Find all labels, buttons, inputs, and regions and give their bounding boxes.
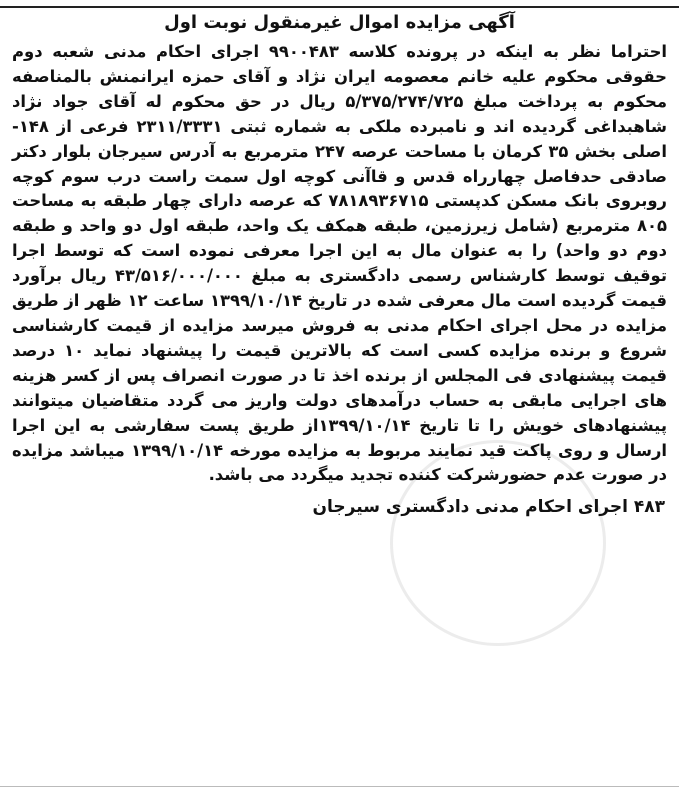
cropped-previous-notice-strip (0, 0, 679, 8)
cropped-next-notice-strip (0, 786, 679, 797)
notice-title: آگهی مزایده اموال غیرمنقول نوبت اول (164, 12, 515, 33)
auction-notice (10, 8, 669, 778)
notice-body: احتراما نظر به اینکه در پرونده کلاسه ۹۹۰۰۴۸۳ اجرای احکام مدنی شعبه دوم حقوقی محکوم علیه خانم معصومه ایران نژاد و آقای حمزه ایرانمنش بالمناصفه محکوم به پرداخت مبلغ ۵/۳۷۵/۲۷۴/۷۲۵ ریال در حق محکوم له آقای جواد نژاد شاهبداغی گردیده اند و نامبرده ملکی به شماره ثبتی ۲۳۱۱/۳۳۳۱ فرعی از ۱۴۸- اصلی بخش ۳۵ کرمان با مساحت عرصه ۲۴۷ مترمربع به آدرس سیرجان بلوار دکتر صادقی حدفاصل چهارراه قدس و قاآنی کوچه اول سمت راست درب سوم کوچه روبروی بانک مسکن کدپستی ۷۸۱۸۹۳۶۷۱۵ که عرصه دارای چهار طبقه به مساحت ۸۰۵ مترمربع (شامل زیرزمین، طبقه همکف یک واحد، طبقه اول دو واحد و طبقه دوم دو واحد) را به عنوان مال به این اجرا معرفی نموده است که توسط اجرا توقیف توسط کارشناس رسمی دادگستری به مبلغ ۴۳/۵۱۶/۰۰۰/۰۰۰ ریال برآورد قیمت گردیده است مال معرفی شده در تاریخ ۱۳۹۹/۱۰/۱۴ ساعت ۱۲ ظهر از طریق مزایده در محل اجرای احکام مدنی به فروش میرسد مزایده از قیمت کارشناسی شروع و برنده مزایده کسی است که بالاترین قیمت را پیشنهاد نماید ۱۰ درصد قیمت پیشنهادی فی المجلس از برنده اخذ تا در صورت انصراف پس از کسر هزینه های اجرایی مابقی به حساب درآمدهای دولت واریز می گردد متقاضیان میتوانند پیشنهادهای خویش را تا تاریخ ۱۳۹۹/۱۰/۱۴از طریق پست سفارشی به این اجرا ارسال و روی پاکت قید نمایند مربوط به مزایده مورخه ۱۳۹۹/۱۰/۱۴ میباشد مزایده در صورت عدم حضورشرکت کننده تجدید میگردد می باشد. (12, 42, 668, 485)
notice-signature: ۴۸۳ اجرای احکام مدنی دادگستری سیرجان (312, 497, 665, 518)
